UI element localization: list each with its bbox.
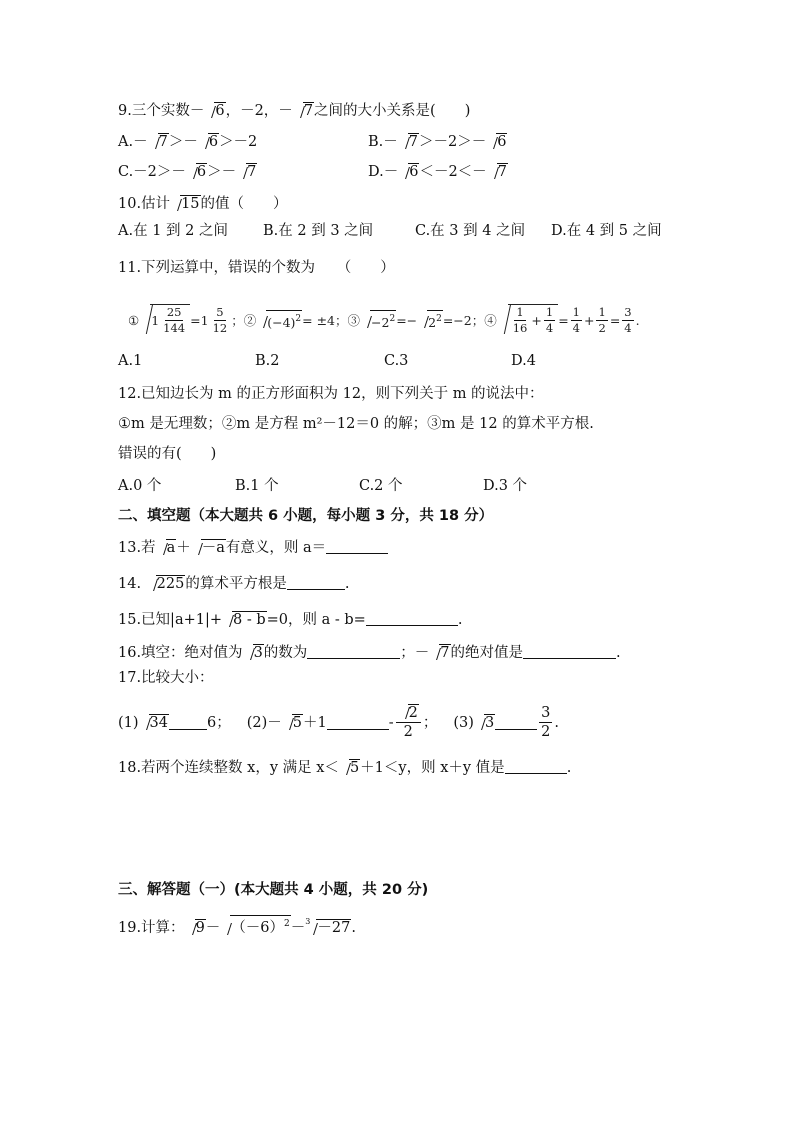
section-3-heading: 三、解答题（一）(本大题共 4 小题，共 20 分) [118, 882, 429, 898]
question-10-option-c: C.在 3 到 4 之间 [415, 223, 526, 239]
question-17-stem: 17.比较大小： [118, 670, 214, 686]
section-2-heading: 二、填空题（本大题共 6 小题，每小题 3 分，共 18 分） [118, 508, 494, 524]
question-10-option-a: A.在 1 到 2 之间 [118, 223, 228, 239]
question-10-option-d: D.在 4 到 5 之间 [551, 223, 662, 239]
question-13: 13.若 a＋ －a有意义，则 a＝ [118, 538, 388, 558]
question-12-option-a: A.0 个 [118, 478, 162, 494]
answer-blank[interactable] [307, 644, 400, 659]
question-9-option-d: D.－ 6＜－2＜－ 7 [368, 164, 507, 180]
answer-blank[interactable] [523, 644, 616, 659]
question-16: 16.填空：绝对值为 3的数为 ；－ 7的绝对值是 . [118, 645, 621, 661]
question-12-stem: 12.已知边长为 m 的正方形面积为 12，则下列关于 m 的说法中： [118, 386, 544, 402]
question-12-ask: 错误的有( ) [118, 446, 217, 462]
question-11-option-c: C.3 [384, 353, 409, 369]
question-15: 15.已知|a+1|+ 8 - b=0，则 a - b= . [118, 612, 463, 628]
answer-blank[interactable] [327, 715, 389, 730]
sqrt-symbol: 6 [205, 101, 225, 121]
question-9-option-b: B.－ 7＞－2＞－ 6 [368, 134, 507, 150]
question-9-option-a: A.－ 7＞－ 6＞－2 [118, 134, 258, 150]
question-17-parts: (1) 34 6； (2)－ 5 ＋1 - $\frac{2}{2}$ ； (3) 3 $\frac{3}{2}$ . [118, 705, 560, 740]
question-10-stem: 10.估计 15的值（ ） [118, 196, 288, 212]
question-10-option-b: B.在 2 到 3 之间 [263, 223, 374, 239]
answer-blank[interactable] [495, 715, 537, 730]
answer-blank[interactable] [505, 759, 567, 774]
question-11-expressions: ① 1 $\frac{25}{144}$ =1 $\frac{5}{12}$ ；② $(-4)^2$ = ±4；③ $-2^2$ =− $2^2$ =−2；④ $\frac{1}{16}$ + $\frac{1}{4}$ = $\frac{1}{4}$ + $\frac{1}{2}$ = $\frac{3}{4}$ . [128, 304, 640, 335]
question-12-option-d: D.3 个 [483, 478, 528, 494]
answer-blank[interactable] [169, 715, 207, 730]
question-9-stem: 9.三个实数－ 6，－2，－ 7之间的大小关系是( ) [118, 103, 471, 119]
answer-blank[interactable] [366, 611, 458, 626]
question-11-stem: 11.下列运算中，错误的个数为 （ ） [118, 260, 395, 276]
question-12-statements: ①m 是无理数；②m 是方程 m²－12＝0 的解；③m 是 12 的算术平方根. [118, 416, 594, 432]
answer-blank[interactable] [287, 575, 345, 590]
question-11-option-d: D.4 [511, 353, 536, 369]
question-12-option-b: B.1 个 [235, 478, 279, 494]
question-11-option-b: B.2 [255, 353, 280, 369]
question-9-option-c: C.－2＞－ 6＞－ 7 [118, 164, 257, 180]
sqrt-symbol: 7 [294, 101, 314, 121]
question-14: 14. 225的算术平方根是 . [118, 576, 350, 592]
answer-blank[interactable] [326, 539, 388, 554]
question-12-option-c: C.2 个 [359, 478, 403, 494]
question-11-option-a: A.1 [118, 353, 143, 369]
question-18: 18.若两个连续整数 x，y 满足 x＜ 5＋1＜y，则 x＋y 值是 . [118, 760, 572, 776]
question-19: 19.计算： $9- (-6)^2-^3 -27$. [118, 917, 356, 936]
